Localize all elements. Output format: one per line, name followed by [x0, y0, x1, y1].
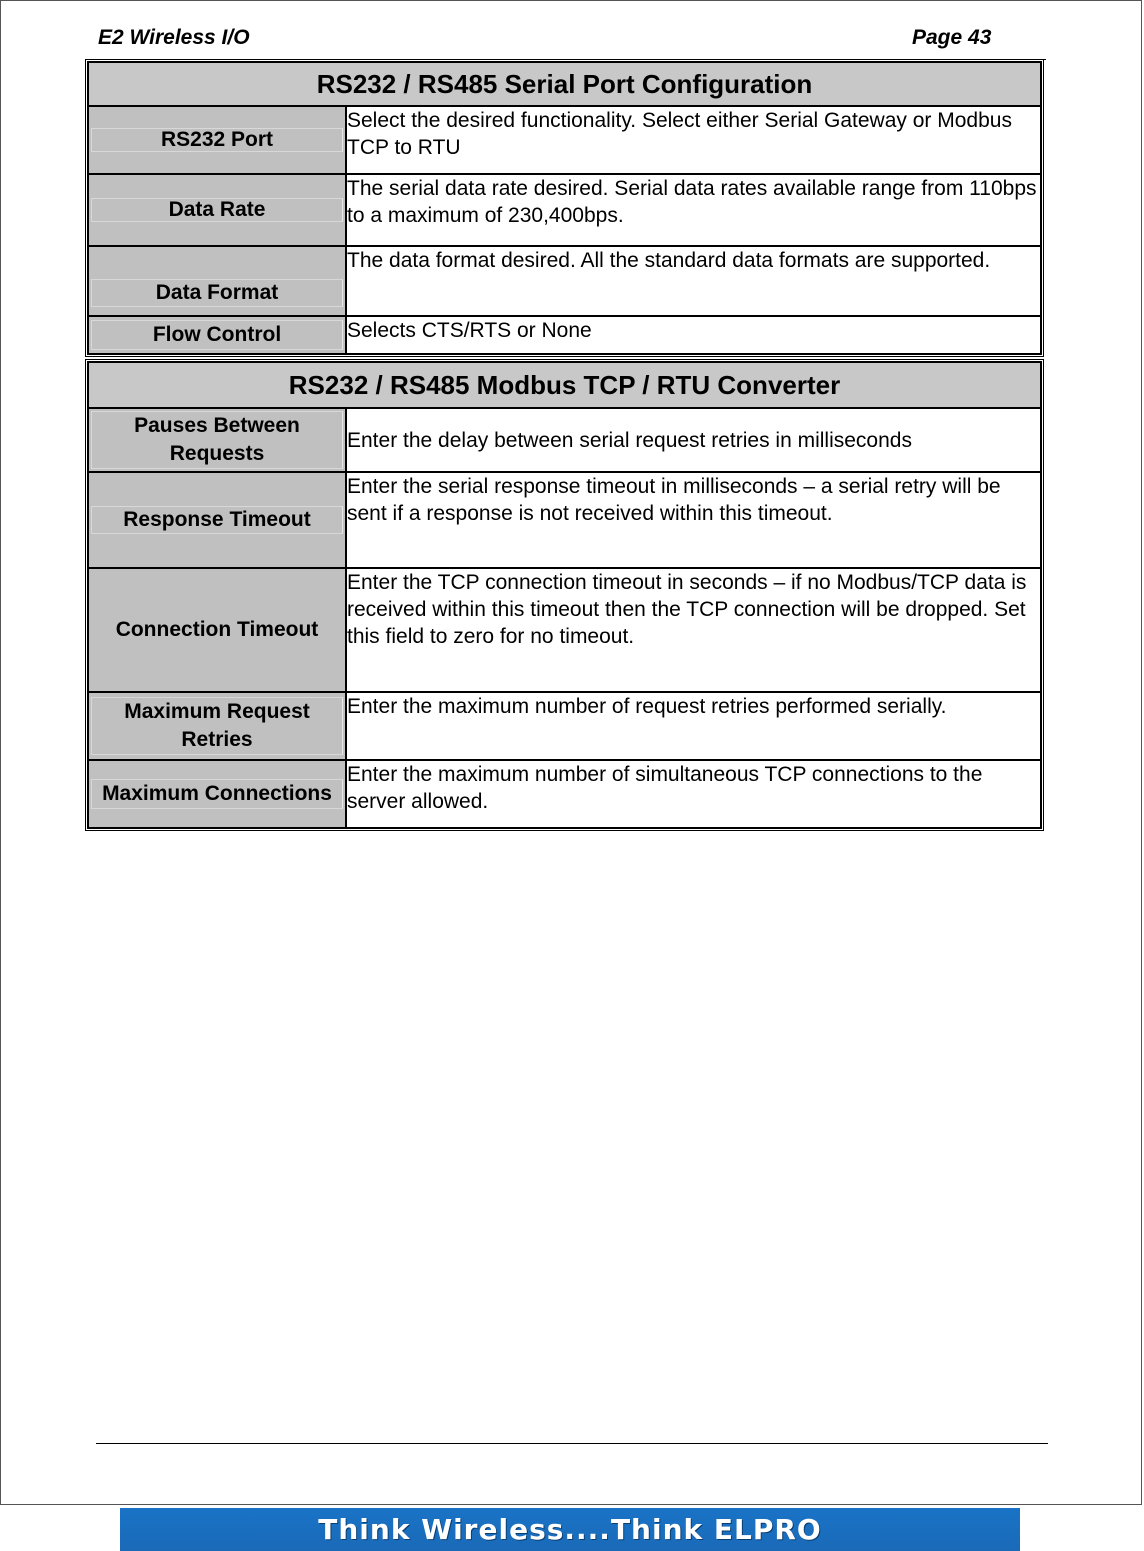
row-description: The serial data rate desired. Serial data rates available range from 110bps to a maximum of 230,400bps. [346, 174, 1041, 246]
banner-text: Think Wireless....Think ELPRO [318, 1513, 822, 1546]
row-label-cell [88, 760, 346, 828]
table-row [88, 568, 1041, 692]
row-description: Select the desired functionality. Select either Serial Gateway or Modbus TCP to RTU [346, 106, 1041, 174]
row-label: Response Timeout [91, 506, 343, 534]
table-row [88, 692, 1041, 760]
section-title: RS232 / RS485 Modbus TCP / RTU Converter [88, 362, 1041, 408]
footer-banner [120, 1508, 1020, 1551]
row-label: Flow Control [91, 320, 343, 350]
modbus-converter-table [85, 359, 1044, 831]
table-row [88, 472, 1041, 568]
row-label: Data Format [91, 279, 343, 307]
row-label-cell [88, 408, 346, 472]
row-description: The data format desired. All the standard data formats are supported. [346, 246, 1041, 316]
row-label: Data Rate [91, 198, 343, 222]
row-label: Maximum Request Retries [91, 697, 343, 755]
row-label: Pauses Between Requests [91, 411, 343, 469]
table-row [88, 316, 1041, 354]
row-label-cell [88, 106, 346, 174]
row-description: Enter the maximum number of request retries performed serially. [346, 692, 1041, 760]
row-description: Enter the delay between serial request retries in milliseconds [346, 408, 1041, 472]
row-description: Enter the maximum number of simultaneous TCP connections to the server allowed. [346, 760, 1041, 828]
section-title: RS232 / RS485 Serial Port Configuration [88, 62, 1041, 106]
table-row [88, 174, 1041, 246]
row-label: Maximum Connections [91, 779, 343, 809]
row-label: RS232 Port [91, 128, 343, 152]
row-label-cell [88, 174, 346, 246]
row-label-cell [88, 316, 346, 354]
table-row [88, 106, 1041, 174]
row-label-cell [88, 472, 346, 568]
row-description: Enter the TCP connection timeout in seconds – if no Modbus/TCP data is received within this timeout then the TCP connection will be dropped. Set this field to zero for no timeout. [346, 568, 1041, 692]
row-label-cell [88, 692, 346, 760]
row-label-cell [88, 246, 346, 316]
row-label: Connection Timeout [115, 618, 319, 641]
footer-divider [96, 1443, 1048, 1444]
row-description: Selects CTS/RTS or None [346, 316, 1041, 354]
document-title: E2 Wireless I/O [98, 26, 250, 49]
page-number: Page 43 [912, 26, 992, 49]
row-label-cell [88, 568, 346, 692]
serial-port-config-table [85, 59, 1044, 357]
table-row [88, 408, 1041, 472]
table-row [88, 246, 1041, 316]
table-row [88, 760, 1041, 828]
row-description: Enter the serial response timeout in milliseconds – a serial retry will be sent if a response is not received within this timeout. [346, 472, 1041, 568]
